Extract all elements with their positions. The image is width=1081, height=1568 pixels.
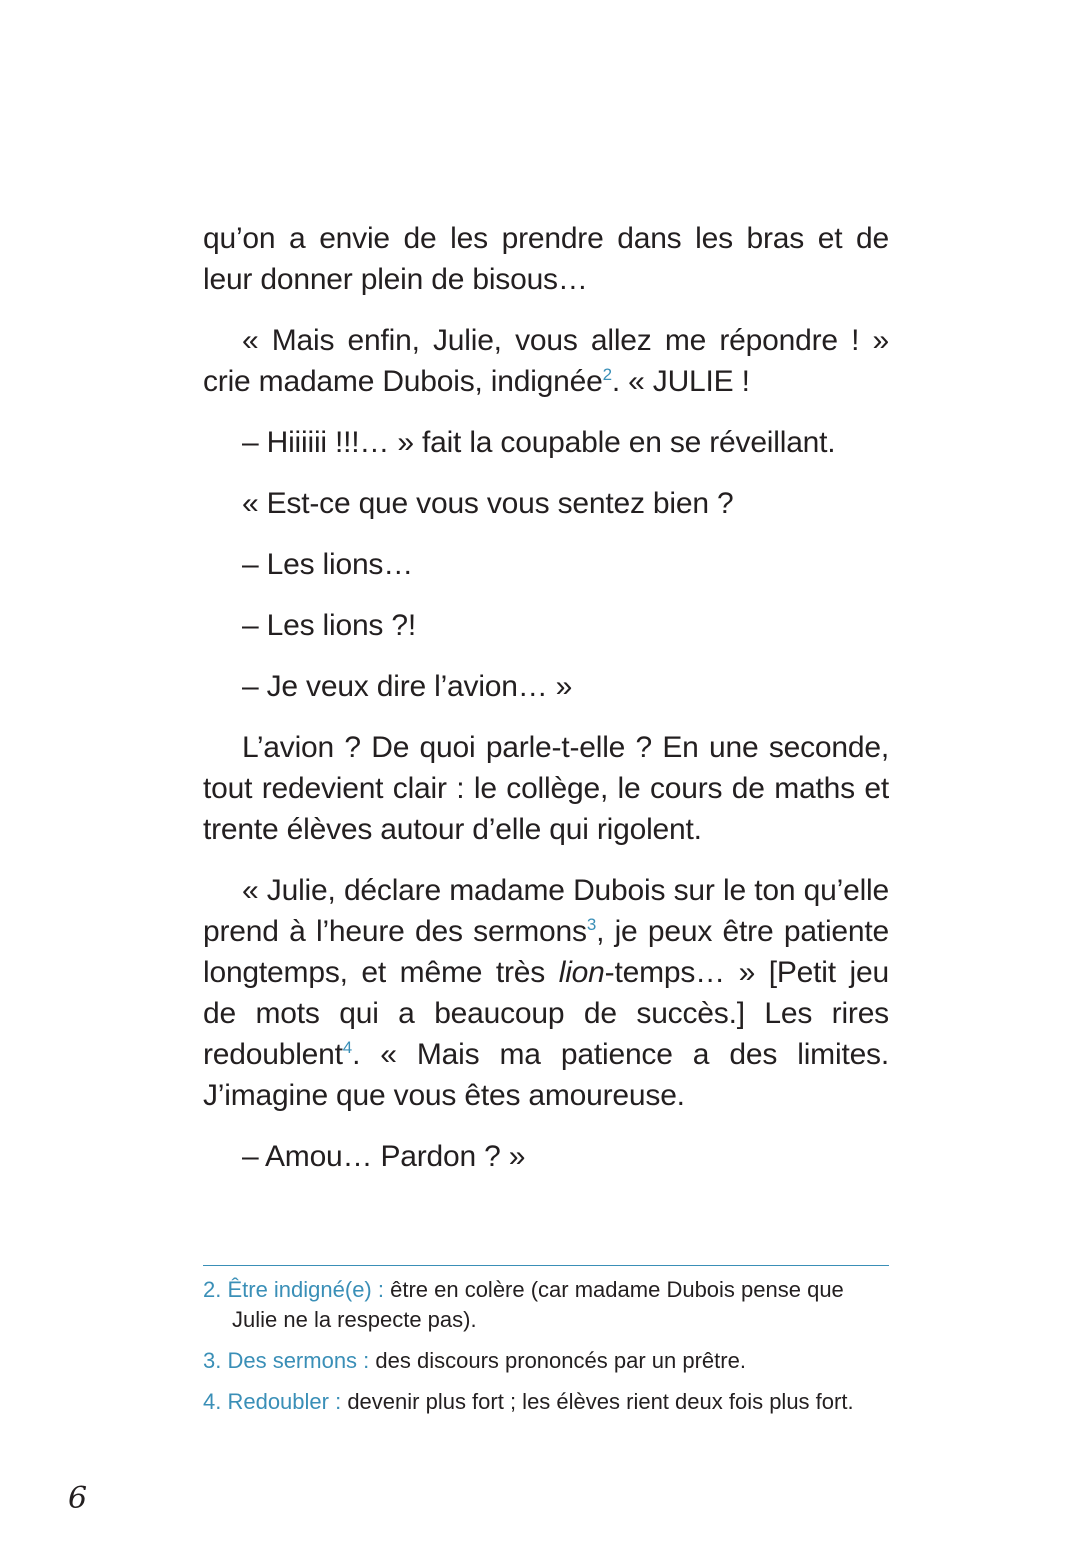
footnote-3-definition: des discours prononcés par un prêtre. [369,1348,746,1373]
paragraph-4: « Est-ce que vous vous sentez bien ? [242,487,734,520]
footnote-4-definition: devenir plus fort ; les élèves rient deux fois plus fort. [341,1389,854,1414]
footnote-2 [203,1275,889,1335]
footnote-3 [203,1346,889,1376]
paragraph-2-text-a: « Mais enfin, Julie, vous allez me répondre ! » crie madame Dubois, indignée [203,324,889,398]
footnote-ref-4[interactable]: 4 [342,1038,353,1057]
paragraph-3: – Hiiiiii !!!… » fait la coupable en se réveillant. [242,426,836,459]
footnote-divider [203,1265,889,1266]
paragraph-9-text-a: « Julie, déclare madame Dubois sur le ton qu’elle prend à l’heure des sermons [203,874,889,948]
footnote-2-term: 2. Être indigné(e) : [203,1277,384,1302]
paragraph-2 [203,320,889,402]
paragraph-5: – Les lions… [242,548,414,581]
footnote-4-term: 4. Redoubler : [203,1389,342,1414]
paragraph-8: L’avion ? De quoi parle-t-elle ? En une seconde, tout redevient clair : le collège, le cours de maths et trente élèves autour d’elle qui rigolent. [203,731,889,846]
footnote-ref-3[interactable]: 3 [586,915,597,934]
paragraph-1: qu’on a envie de les prendre dans les bras et de leur donner plein de bisous… [203,222,889,296]
paragraph-9-italic-word: lion [558,956,605,989]
footnotes [203,1275,889,1428]
paragraph-9-text-c: -temps… » [Petit jeu de mots qui a beaucoup de succès.] Les rires redoublent [203,956,889,1071]
footnote-4 [203,1387,889,1417]
paragraph-7: – Je veux dire l’avion… » [242,670,573,703]
footnote-3-term: 3. Des sermons : [203,1348,370,1373]
paragraph-9-text-d: . « Mais ma patience a des limites. J’imagine que vous êtes amoureuse. [203,1038,889,1112]
page-number: 6 [68,1481,88,1516]
footnote-ref-2[interactable]: 2 [602,365,612,384]
paragraph-9-text-b: , je peux être patiente longtemps, et même très [203,915,889,989]
paragraph-6: – Les lions ?! [242,609,416,642]
paragraph-10: – Amou… Pardon ? » [242,1140,526,1173]
main-text [203,218,889,1197]
footnote-2-definition: être en colère (car madame Dubois pense que Julie ne la respecte pas). [232,1277,844,1332]
paragraph-2-text-b: . « JULIE ! [611,365,750,398]
paragraph-9 [203,870,889,1116]
